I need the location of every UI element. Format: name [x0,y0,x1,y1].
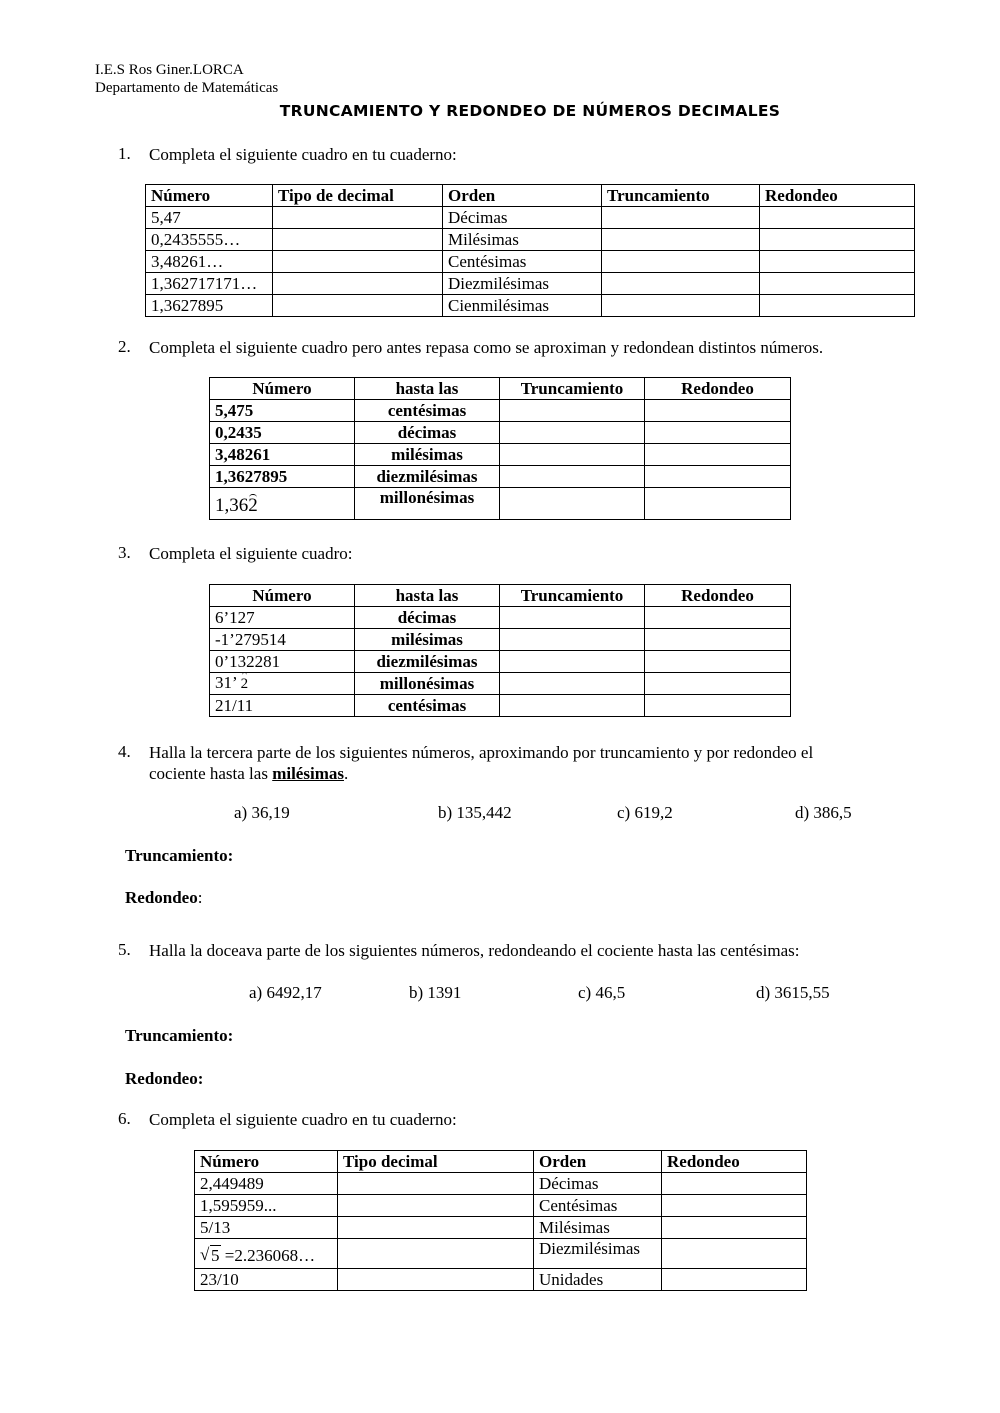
list-item: a) 6492,17 [249,983,322,1002]
order-cell: diezmilésimas [355,651,500,673]
answer-cell-type[interactable] [273,207,443,229]
order-cell: centésimas [355,400,500,422]
answer-cell-truncation[interactable] [500,629,645,651]
order-cell: millonésimas [355,488,500,520]
answer-cell-truncation[interactable] [500,607,645,629]
table-row [210,651,791,673]
order-cell: centésimas [355,695,500,717]
number-cell: 1,3627895 [146,295,273,317]
exercise-4-text-line1: Halla la tercera parte de los siguientes números, aproximando por truncamiento y por redondeo el [149,743,814,762]
table-row [210,466,791,488]
order-cell: milésimas [355,629,500,651]
number-cell: 1,362717171… [146,273,273,295]
period-arc-digit: 2 [240,676,249,692]
answer-cell-rounding[interactable] [760,295,915,317]
number-cell: 6’127 [210,607,355,629]
number-cell: 0,2435555… [146,229,273,251]
answer-cell-truncation[interactable] [602,295,760,317]
exercise-4-items [0,803,1000,825]
order-cell: millonésimas [355,673,500,695]
column-header: Tipo decimal [338,1151,534,1173]
square-root-symbol [200,1246,221,1266]
exercise-5-rounding-label: Redondeo: [125,1069,204,1088]
department-name: Departamento de Matemáticas [95,80,279,96]
table-header-row [195,1151,807,1173]
order-cell: décimas [355,607,500,629]
number-cell [210,488,355,520]
answer-cell-rounding[interactable] [662,1269,807,1291]
answer-cell-rounding[interactable] [662,1217,807,1239]
number-cell: 2,449489 [195,1173,338,1195]
table-row [210,422,791,444]
answer-cell-type[interactable] [273,251,443,273]
table-row [210,488,791,520]
table-header-row [210,585,791,607]
order-cell: Cienmilésimas [443,295,602,317]
answer-cell-rounding[interactable] [645,607,791,629]
sqrt-value: =2.236068… [220,1246,316,1265]
exercise-4-statement [118,742,978,786]
exercise-5-statement [118,940,978,962]
column-header: Número [210,585,355,607]
answer-cell-rounding[interactable] [645,444,791,466]
exercise-4-text-after: . [343,764,349,783]
page-title: TRUNCAMIENTO Y REDONDEO DE NÚMEROS DECIMALES [279,102,781,120]
column-header: Redondeo [645,378,791,400]
exercise-4-text-line2 [149,763,348,784]
exercise-1-statement [118,144,968,166]
answer-cell-rounding[interactable] [645,695,791,717]
answer-cell-rounding[interactable] [760,229,915,251]
exercise-6-table [194,1150,807,1291]
order-cell: milésimas [355,444,500,466]
column-header: hasta las [355,378,500,400]
list-item: a) 36,19 [234,803,290,822]
exercise-2-statement [118,337,978,359]
exercise-4-number: 4. [118,742,131,761]
exercise-5-number: 5. [118,940,131,959]
table-row [146,251,915,273]
exercise-6-statement [118,1109,968,1131]
number-cell: 0’132281 [210,651,355,673]
list-item: b) 1391 [409,983,462,1002]
answer-cell-truncation[interactable] [602,273,760,295]
exercise-4-truncation-label: Truncamiento: [125,846,234,865]
order-cell: Unidades [534,1269,662,1291]
answer-cell-rounding[interactable] [645,422,791,444]
answer-cell-rounding[interactable] [662,1173,807,1195]
number-cell: 1,595959... [195,1195,338,1217]
answer-cell-type[interactable] [338,1173,534,1195]
answer-cell-type[interactable] [338,1195,534,1217]
order-cell: Centésimas [534,1195,662,1217]
exercise-3-text: Completa el siguiente cuadro: [149,544,353,563]
table-row [210,444,791,466]
number-cell: 5,47 [146,207,273,229]
answer-cell-type[interactable] [338,1239,534,1269]
exercise-4-rounding-label [125,888,202,908]
radicand: 5 [211,1246,220,1265]
answer-cell-type[interactable] [273,295,443,317]
number-cell: 3,48261… [146,251,273,273]
number-base: 31’ [215,673,238,692]
number-cell: 0,2435 [210,422,355,444]
table-row [146,273,915,295]
column-header: Número [210,378,355,400]
exercise-3-table [209,584,791,717]
column-header: Número [195,1151,338,1173]
answer-cell-rounding[interactable] [645,488,791,520]
table-row [210,607,791,629]
exercise-5-text: Halla la doceava parte de los siguientes números, redondeando el cociente hasta las centésimas: [149,941,800,960]
exercise-2-table [209,377,791,520]
rounding-label-colon: : [197,888,203,907]
table-row [195,1239,807,1269]
column-header: Truncamiento [500,585,645,607]
table-row [146,229,915,251]
column-header: Tipo de decimal [273,185,443,207]
table-row [210,695,791,717]
answer-cell-rounding[interactable] [645,400,791,422]
column-header: Redondeo [645,585,791,607]
exercise-5-truncation-label: Truncamiento: [125,1026,234,1045]
answer-cell-truncation[interactable] [500,400,645,422]
number-cell: 1,3627895 [210,466,355,488]
answer-cell-type[interactable] [338,1217,534,1239]
answer-cell-type[interactable] [273,229,443,251]
exercise-1-number: 1. [118,144,131,163]
table-row [210,629,791,651]
order-cell: Centésimas [443,251,602,273]
number-cell [210,673,355,695]
exercise-1-text: Completa el siguiente cuadro en tu cuaderno: [149,145,457,164]
number-base: 1,36 [215,495,249,516]
table-row [210,400,791,422]
list-item: d) 386,5 [795,803,852,822]
table-header-row [146,185,915,207]
column-header: Orden [443,185,602,207]
order-cell: Décimas [534,1173,662,1195]
number-cell: 3,48261 [210,444,355,466]
answer-cell-truncation[interactable] [500,466,645,488]
exercise-4-underlined-word: milésimas [272,764,344,783]
answer-cell-truncation[interactable] [500,422,645,444]
number-cell: 5,475 [210,400,355,422]
answer-cell-type[interactable] [338,1269,534,1291]
order-cell: Décimas [443,207,602,229]
answer-cell-rounding[interactable] [645,651,791,673]
answer-cell-truncation[interactable] [500,444,645,466]
exercise-6-text: Completa el siguiente cuadro en tu cuaderno: [149,1110,457,1129]
answer-cell-rounding[interactable] [662,1239,807,1269]
answer-cell-truncation[interactable] [500,673,645,695]
order-cell: diezmilésimas [355,466,500,488]
answer-cell-truncation[interactable] [500,651,645,673]
list-item: c) 46,5 [578,983,626,1002]
column-header: Redondeo [662,1151,807,1173]
answer-cell-truncation[interactable] [602,207,760,229]
exercise-6-number: 6. [118,1109,131,1128]
number-cell: -1’279514 [210,629,355,651]
order-cell: Diezmilésimas [443,273,602,295]
answer-cell-rounding[interactable] [645,466,791,488]
exercise-3-number: 3. [118,543,131,562]
list-item: c) 619,2 [617,803,673,822]
table-row [146,295,915,317]
answer-cell-truncation[interactable] [602,251,760,273]
exercise-4-text-before: cociente hasta las [149,764,273,783]
table-row [210,673,791,695]
number-cell: 23/10 [195,1269,338,1291]
order-cell: Milésimas [443,229,602,251]
number-cell: 5/13 [195,1217,338,1239]
exercise-2-text: Completa el siguiente cuadro pero antes repasa como se aproximan y redondean distintos números. [149,338,824,357]
list-item: d) 3615,55 [756,983,830,1002]
table-row [195,1173,807,1195]
school-name: I.E.S Ros Giner.LORCA [95,62,244,78]
answer-cell-rounding[interactable] [760,207,915,229]
column-header: Orden [534,1151,662,1173]
exercise-1-table [145,184,915,317]
column-header: Redondeo [760,185,915,207]
exercise-3-statement [118,543,968,565]
table-header-row [210,378,791,400]
answer-cell-truncation[interactable] [500,488,645,520]
period-arc-digit: 2 [248,495,258,516]
exercise-5-items [0,983,1000,1005]
table-row [146,207,915,229]
column-header: Truncamiento [602,185,760,207]
rounding-label-text: Redondeo [125,888,198,907]
answer-cell-rounding[interactable] [645,629,791,651]
column-header: hasta las [355,585,500,607]
order-cell: Diezmilésimas [534,1239,662,1269]
exercise-2-number: 2. [118,337,131,356]
order-cell: décimas [355,422,500,444]
answer-cell-truncation[interactable] [602,229,760,251]
answer-cell-rounding[interactable] [760,251,915,273]
table-row [195,1195,807,1217]
answer-cell-type[interactable] [273,273,443,295]
number-cell [195,1239,338,1269]
order-cell: Milésimas [534,1217,662,1239]
number-cell: 21/11 [210,695,355,717]
list-item: b) 135,442 [438,803,512,822]
answer-cell-rounding[interactable] [645,673,791,695]
answer-cell-truncation[interactable] [500,695,645,717]
radical-sign-icon: √ [200,1245,210,1264]
answer-cell-rounding[interactable] [760,273,915,295]
answer-cell-rounding[interactable] [662,1195,807,1217]
table-row [195,1269,807,1291]
column-header: Truncamiento [500,378,645,400]
table-row [195,1217,807,1239]
column-header: Número [146,185,273,207]
